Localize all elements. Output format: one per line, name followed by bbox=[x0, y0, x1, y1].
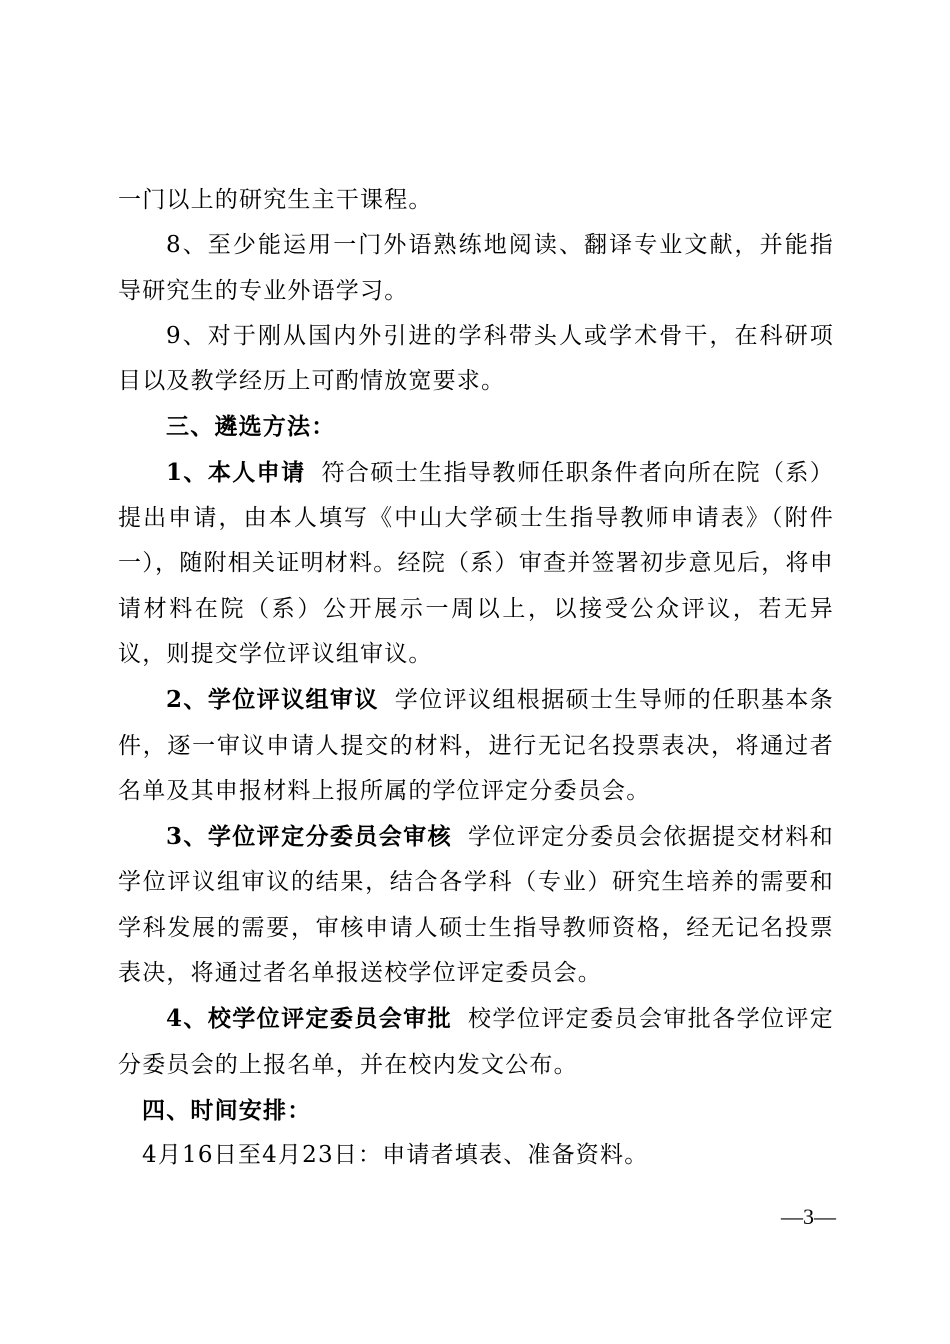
section-heading-selection-method: 三、遴选方法： bbox=[166, 413, 336, 441]
paragraph-step-2 bbox=[118, 677, 834, 814]
step-4-text: 校学位评定委员会审批各学位评定分委员会的上报名单，并在校内发文公布。 bbox=[118, 1006, 835, 1078]
paragraph-continuation: 一门以上的研究生主干课程。 bbox=[118, 187, 433, 213]
paragraph-schedule-item: 4月16日至4月23日：申请者填表、准备资料。 bbox=[142, 1142, 649, 1169]
step-4-lead: 4、校学位评定委员会审批 bbox=[166, 1005, 452, 1033]
step-1-text: 符合硕士生指导教师任职条件者向所在院（系）提出申请，由本人填写《中山大学硕士生指导教师申请表》（附件一），随附相关证明材料。经院（系）审查并签署初步意见后，将申请材料在院（系）公开展示一周以上，以接受公众评议，若无异议，则提交学位评议组审议。 bbox=[118, 459, 834, 667]
step-2-lead: 2、学位评议组审议 bbox=[166, 686, 379, 714]
paragraph-item-8: 8、至少能运用一门外语熟练地阅读、翻译专业文献，并能指导研究生的专业外语学习。 bbox=[118, 232, 834, 304]
step-3-text: 学位评定分委员会依据提交材料和学位评议组审议的结果，结合各学科（专业）研究生培养的需要和学科发展的需要，审核申请人硕士生指导教师资格，经无记名投票表决，将通过者名单报送校学位评定委员会。 bbox=[118, 824, 835, 987]
section-heading-schedule: 四、时间安排： bbox=[142, 1096, 312, 1124]
step-1-lead: 1、本人申请 bbox=[166, 458, 306, 486]
paragraph-item-9: 9、对于刚从国内外引进的学科带头人或学术骨干，在科研项目以及教学经历上可酌情放宽要求。 bbox=[118, 322, 834, 395]
document-page bbox=[118, 178, 834, 1179]
step-2-text: 学位评议组根据硕士生导师的任职基本条件，逐一审议申请人提交的材料，进行无记名投票表决，将通过者名单及其申报材料上报所属的学位评定分委员会。 bbox=[118, 687, 834, 804]
paragraph-step-3 bbox=[118, 814, 834, 996]
step-3-lead: 3、学位评定分委员会审核 bbox=[166, 823, 452, 851]
page-number: —3— bbox=[781, 1204, 836, 1229]
paragraph-step-1 bbox=[118, 450, 834, 677]
paragraph-step-4 bbox=[118, 996, 834, 1088]
